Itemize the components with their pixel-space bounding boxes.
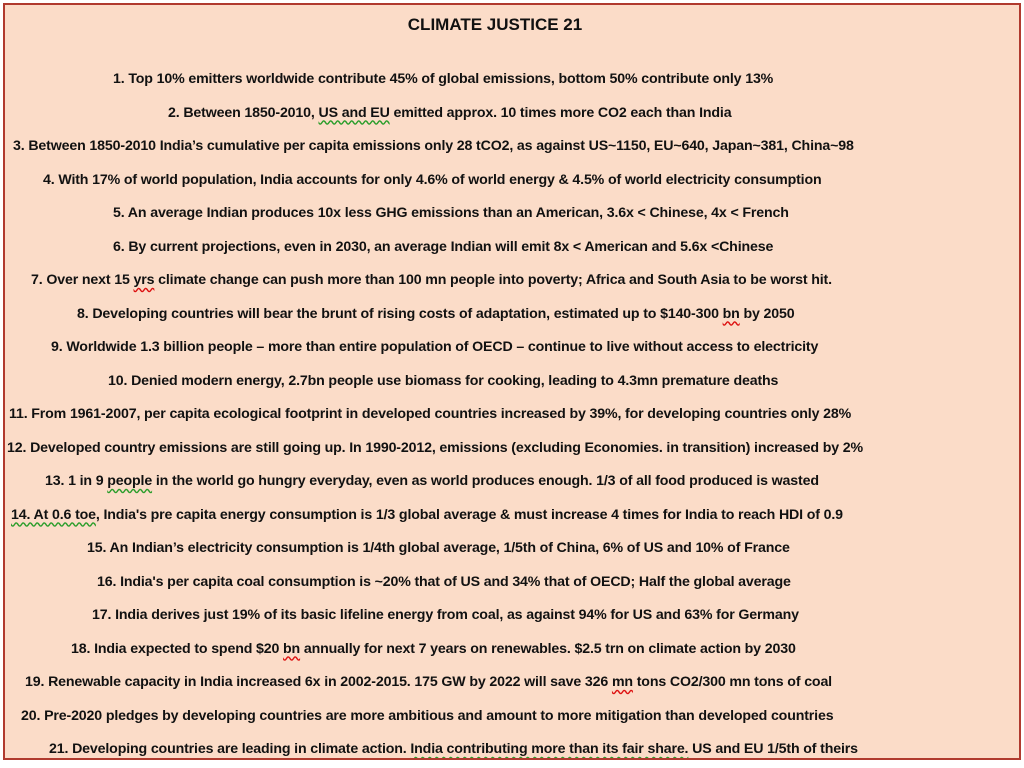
list-item <box>5 532 1019 566</box>
list-item <box>5 700 1019 734</box>
list-item <box>5 231 1019 265</box>
item-text: 4. With 17% of world population, India accounts for only 4.6% of world energy & 4.5% of world electricity consumption <box>43 171 822 188</box>
item-text: US and EU 1/5th of theirs <box>688 741 858 757</box>
list-item <box>5 499 1019 533</box>
item-text: tons CO2/300 mn tons of coal <box>632 674 832 690</box>
list-item <box>5 633 1019 667</box>
list-item <box>5 465 1019 499</box>
item-text: 18. India expected to spend $20 <box>71 640 284 657</box>
item-text: 7. Over next 15 <box>31 272 134 288</box>
item-text: 19. Renewable capacity in India increased 6x in 2002-2015. 175 GW by 2022 will save 326 <box>25 674 612 690</box>
list-item <box>5 365 1019 399</box>
item-text: 3. Between 1850-2010 India’s cumulative per capita emissions only 28 tCO2, as against US~1150, EU~640, Japan~381, China~98 <box>13 138 854 154</box>
list-item <box>5 331 1019 365</box>
list-item <box>5 733 1019 760</box>
list-item <box>5 599 1019 633</box>
item-marked-text: bn <box>283 640 301 657</box>
list-item <box>5 666 1019 700</box>
item-marked-text: bn <box>722 305 740 322</box>
list-item <box>5 164 1019 198</box>
item-marked-text: mn <box>611 674 633 690</box>
item-text: annually for next 7 years on renewables. $2.5 trn on climate action by 2030 <box>300 640 796 657</box>
list-item <box>5 63 1019 97</box>
list-item <box>5 398 1019 432</box>
item-text: 11. From 1961-2007, per capita ecological footprint in developed countries increased by 39%, for developing countries only 28% <box>9 406 852 422</box>
item-text: emitted approx. 10 times more CO2 each than India <box>389 104 732 121</box>
list-item <box>5 566 1019 600</box>
item-text: 9. Worldwide 1.3 billion people – more than entire population of OECD – continue to live without access to electricity <box>51 339 819 355</box>
item-marked-text: US and EU <box>318 104 390 121</box>
item-text: , India's pre capita energy consumption is 1/3 global average & must increase 4 times for India to reach HDI of 0.9 <box>95 506 843 523</box>
item-text: 16. India's per capita coal consumption is ~20% that of US and 34% that of OECD; Half the global average <box>97 573 791 590</box>
item-marked-text: people <box>107 473 153 489</box>
item-text: by 2050 <box>739 305 795 322</box>
page-title: CLIMATE JUSTICE 21 <box>407 15 583 34</box>
item-text: 15. An Indian’s electricity consumption is 1/4th global average, 1/5th of China, 6% of US and 10% of France <box>87 540 790 556</box>
list-item <box>5 264 1019 298</box>
item-text: 5. An average Indian produces 10x less GHG emissions than an American, 3.6x < Chinese, 4x < French <box>113 205 789 221</box>
item-text: 20. Pre-2020 pledges by developing countries are more ambitious and amount to more mitigation than developed countries <box>21 707 834 724</box>
item-text: 14. At 0.6 toe <box>11 506 96 523</box>
list-item <box>5 197 1019 231</box>
list-item <box>5 97 1019 131</box>
item-text: 17. India derives just 19% of its basic lifeline energy from coal, as against 94% for US and 63% for Germany <box>92 607 799 623</box>
item-text: 2. Between 1850-2010, <box>168 104 319 121</box>
item-text: in the world go hungry everyday, even as world produces enough. 1/3 of all food produced is wasted <box>152 473 819 489</box>
item-text: 21. Developing countries are leading in climate action. <box>49 741 411 757</box>
item-text: climate change can push more than 100 mn people into poverty; Africa and South Asia to be worst hit. <box>154 272 832 288</box>
item-text: 6. By current projections, even in 2030, an average Indian will emit 8x < American and 5.6x <Chinese <box>113 238 774 255</box>
item-text: 12. Developed country emissions are still going up. In 1990-2012, emissions (excluding Economies. in transition) increased by 2% <box>7 439 863 456</box>
item-marked-text: yrs <box>133 272 155 288</box>
item-marked-text: India contributing more than its fair share. <box>410 741 689 757</box>
item-list <box>5 63 1019 760</box>
item-text: 1. Top 10% emitters worldwide contribute 45% of global emissions, bottom 50% contribute only 13% <box>113 71 774 87</box>
list-item <box>5 432 1019 466</box>
item-text: 13. 1 in 9 <box>45 473 108 489</box>
list-item <box>5 298 1019 332</box>
item-text: 10. Denied modern energy, 2.7bn people use biomass for cooking, leading to 4.3mn premature deaths <box>108 372 779 389</box>
item-text: 8. Developing countries will bear the brunt of rising costs of adaptation, estimated up to $140-300 <box>77 305 723 322</box>
list-item <box>5 130 1019 164</box>
slide <box>3 3 1021 760</box>
